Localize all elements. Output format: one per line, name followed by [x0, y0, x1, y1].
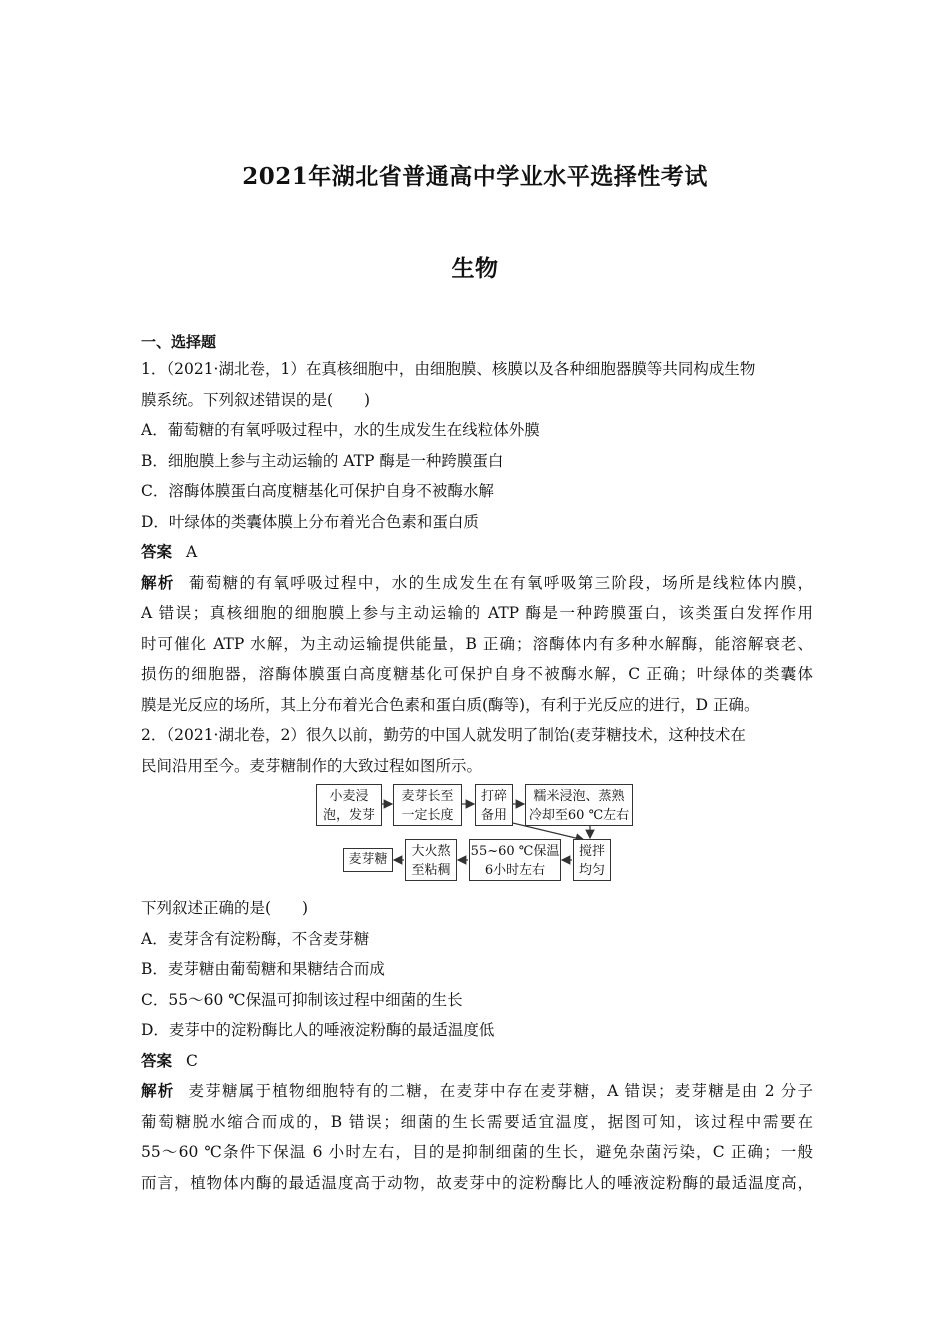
q1-analysis-line: 损伤的细胞器，溶酶体膜蛋白高度糖基化可保护自身不被酶水解，C 正确；叶绿体的类囊体 [141, 665, 813, 683]
q2-option-c: C．55～60 ℃保温可抑制该过程中细菌的生长 [141, 990, 463, 1009]
answer-value: A [186, 543, 198, 561]
analysis-text: 麦芽糖属于植物细胞特有的二糖，在麦芽中存在麦芽糖，A 错误；麦芽糖是由 2 分子 [188, 1082, 813, 1100]
q1-stem-line: 1．（2021·湖北卷，1）在真核细胞中，由细胞膜、核膜以及各种细胞器膜等共同构成生物 [141, 360, 756, 378]
flow-step-7: 大火熬 至粘稠 [405, 839, 457, 881]
flow-step-5: 搅拌 均匀 [573, 839, 611, 881]
answer-label: 答案 [141, 1050, 173, 1070]
flow-step-1: 小麦浸 泡，发芽 [316, 784, 382, 826]
maltose-process-diagram [300, 782, 660, 886]
q1-analysis-line [141, 568, 813, 599]
q2-analysis-line: 55～60 ℃条件下保温 6 小时左右，目的是抑制细菌的生长，避免杂菌污染，C 正确；一般 [141, 1143, 813, 1161]
analysis-label: 解析 [141, 1081, 175, 1100]
q1-option-b: B．细胞膜上参与主动运输的 ATP 酶是一种跨膜蛋白 [141, 451, 504, 470]
q1-analysis-line: 时可催化 ATP 水解，为主动运输提供能量，B 正确；溶酶体内有多种水解酶，能溶解衰老、 [141, 634, 813, 653]
q2-analysis-line: 葡萄糖脱水缩合而成的，B 错误；细菌的生长需要适宜温度，据图可知，该过程中需要在 [141, 1112, 813, 1131]
subject-title: 生物 [451, 255, 499, 282]
q1-answer [141, 537, 813, 568]
q1-option-c: C．溶酶体膜蛋白高度糖基化可保护自身不被酶水解 [141, 482, 494, 500]
q1-option-d: D．叶绿体的类囊体膜上分布着光合色素和蛋白质 [141, 512, 479, 531]
analysis-text: 葡萄糖的有氧呼吸过程中，水的生成发生在有氧呼吸第三阶段，场所是线粒体内膜， [188, 573, 813, 592]
flow-step-8: 麦芽糖 [343, 848, 393, 872]
answer-value: C [186, 1051, 198, 1070]
q1-analysis-line: 膜是光反应的场所，其上分布着光合色素和蛋白质(酶等)，有利于光反应的进行，D 正确。 [141, 695, 760, 714]
exam-title: 2021年湖北省普通高中学业水平选择性考试 [242, 163, 708, 190]
q1-analysis-line: A 错误；真核细胞的细胞膜上参与主动运输的 ATP 酶是一种跨膜蛋白，该类蛋白发挥作用 [141, 604, 813, 622]
q2-stem-line: 2．（2021·湖北卷，2）很久以前，勤劳的中国人就发明了制饴(麦芽糖技术，这种技术在 [141, 726, 746, 744]
flow-step-4: 糯米浸泡、蒸熟 冷却至60 ℃左右 [525, 784, 633, 826]
question-1 [141, 354, 813, 781]
section-heading: 一、选择题 [141, 333, 217, 351]
q2-analysis-line: 而言，植物体内酶的最适温度高于动物，故麦芽中的淀粉酶比人的唾液淀粉酶的最适温度高， [141, 1173, 813, 1192]
flow-step-3: 打碎 备用 [475, 784, 513, 826]
q2-answer [141, 1046, 813, 1077]
q1-option-a: A．葡萄糖的有氧呼吸过程中，水的生成发生在线粒体外膜 [141, 421, 540, 439]
q2-option-a: A．麦芽含有淀粉酶，不含麦芽糖 [141, 929, 370, 948]
answer-label: 答案 [141, 542, 173, 561]
flow-step-6: 55~60 ℃保温 6小时左右 [469, 839, 561, 881]
q2-question: 下列叙述正确的是( ) [141, 899, 309, 917]
q2-option-b: B．麦芽糖由葡萄糖和果糖结合而成 [141, 960, 385, 978]
analysis-label: 解析 [141, 572, 175, 592]
q1-stem-line: 膜系统。下列叙述错误的是( ) [141, 390, 371, 409]
q2-option-d: D．麦芽中的淀粉酶比人的唾液淀粉酶的最适温度低 [141, 1021, 495, 1039]
question-2 [141, 893, 813, 1198]
q2-analysis-line [141, 1076, 813, 1107]
flow-step-2: 麦芽长至 一定长度 [393, 784, 462, 826]
q2-stem-line: 民间沿用至今。麦芽糖制作的大致过程如图所示。 [141, 756, 483, 775]
